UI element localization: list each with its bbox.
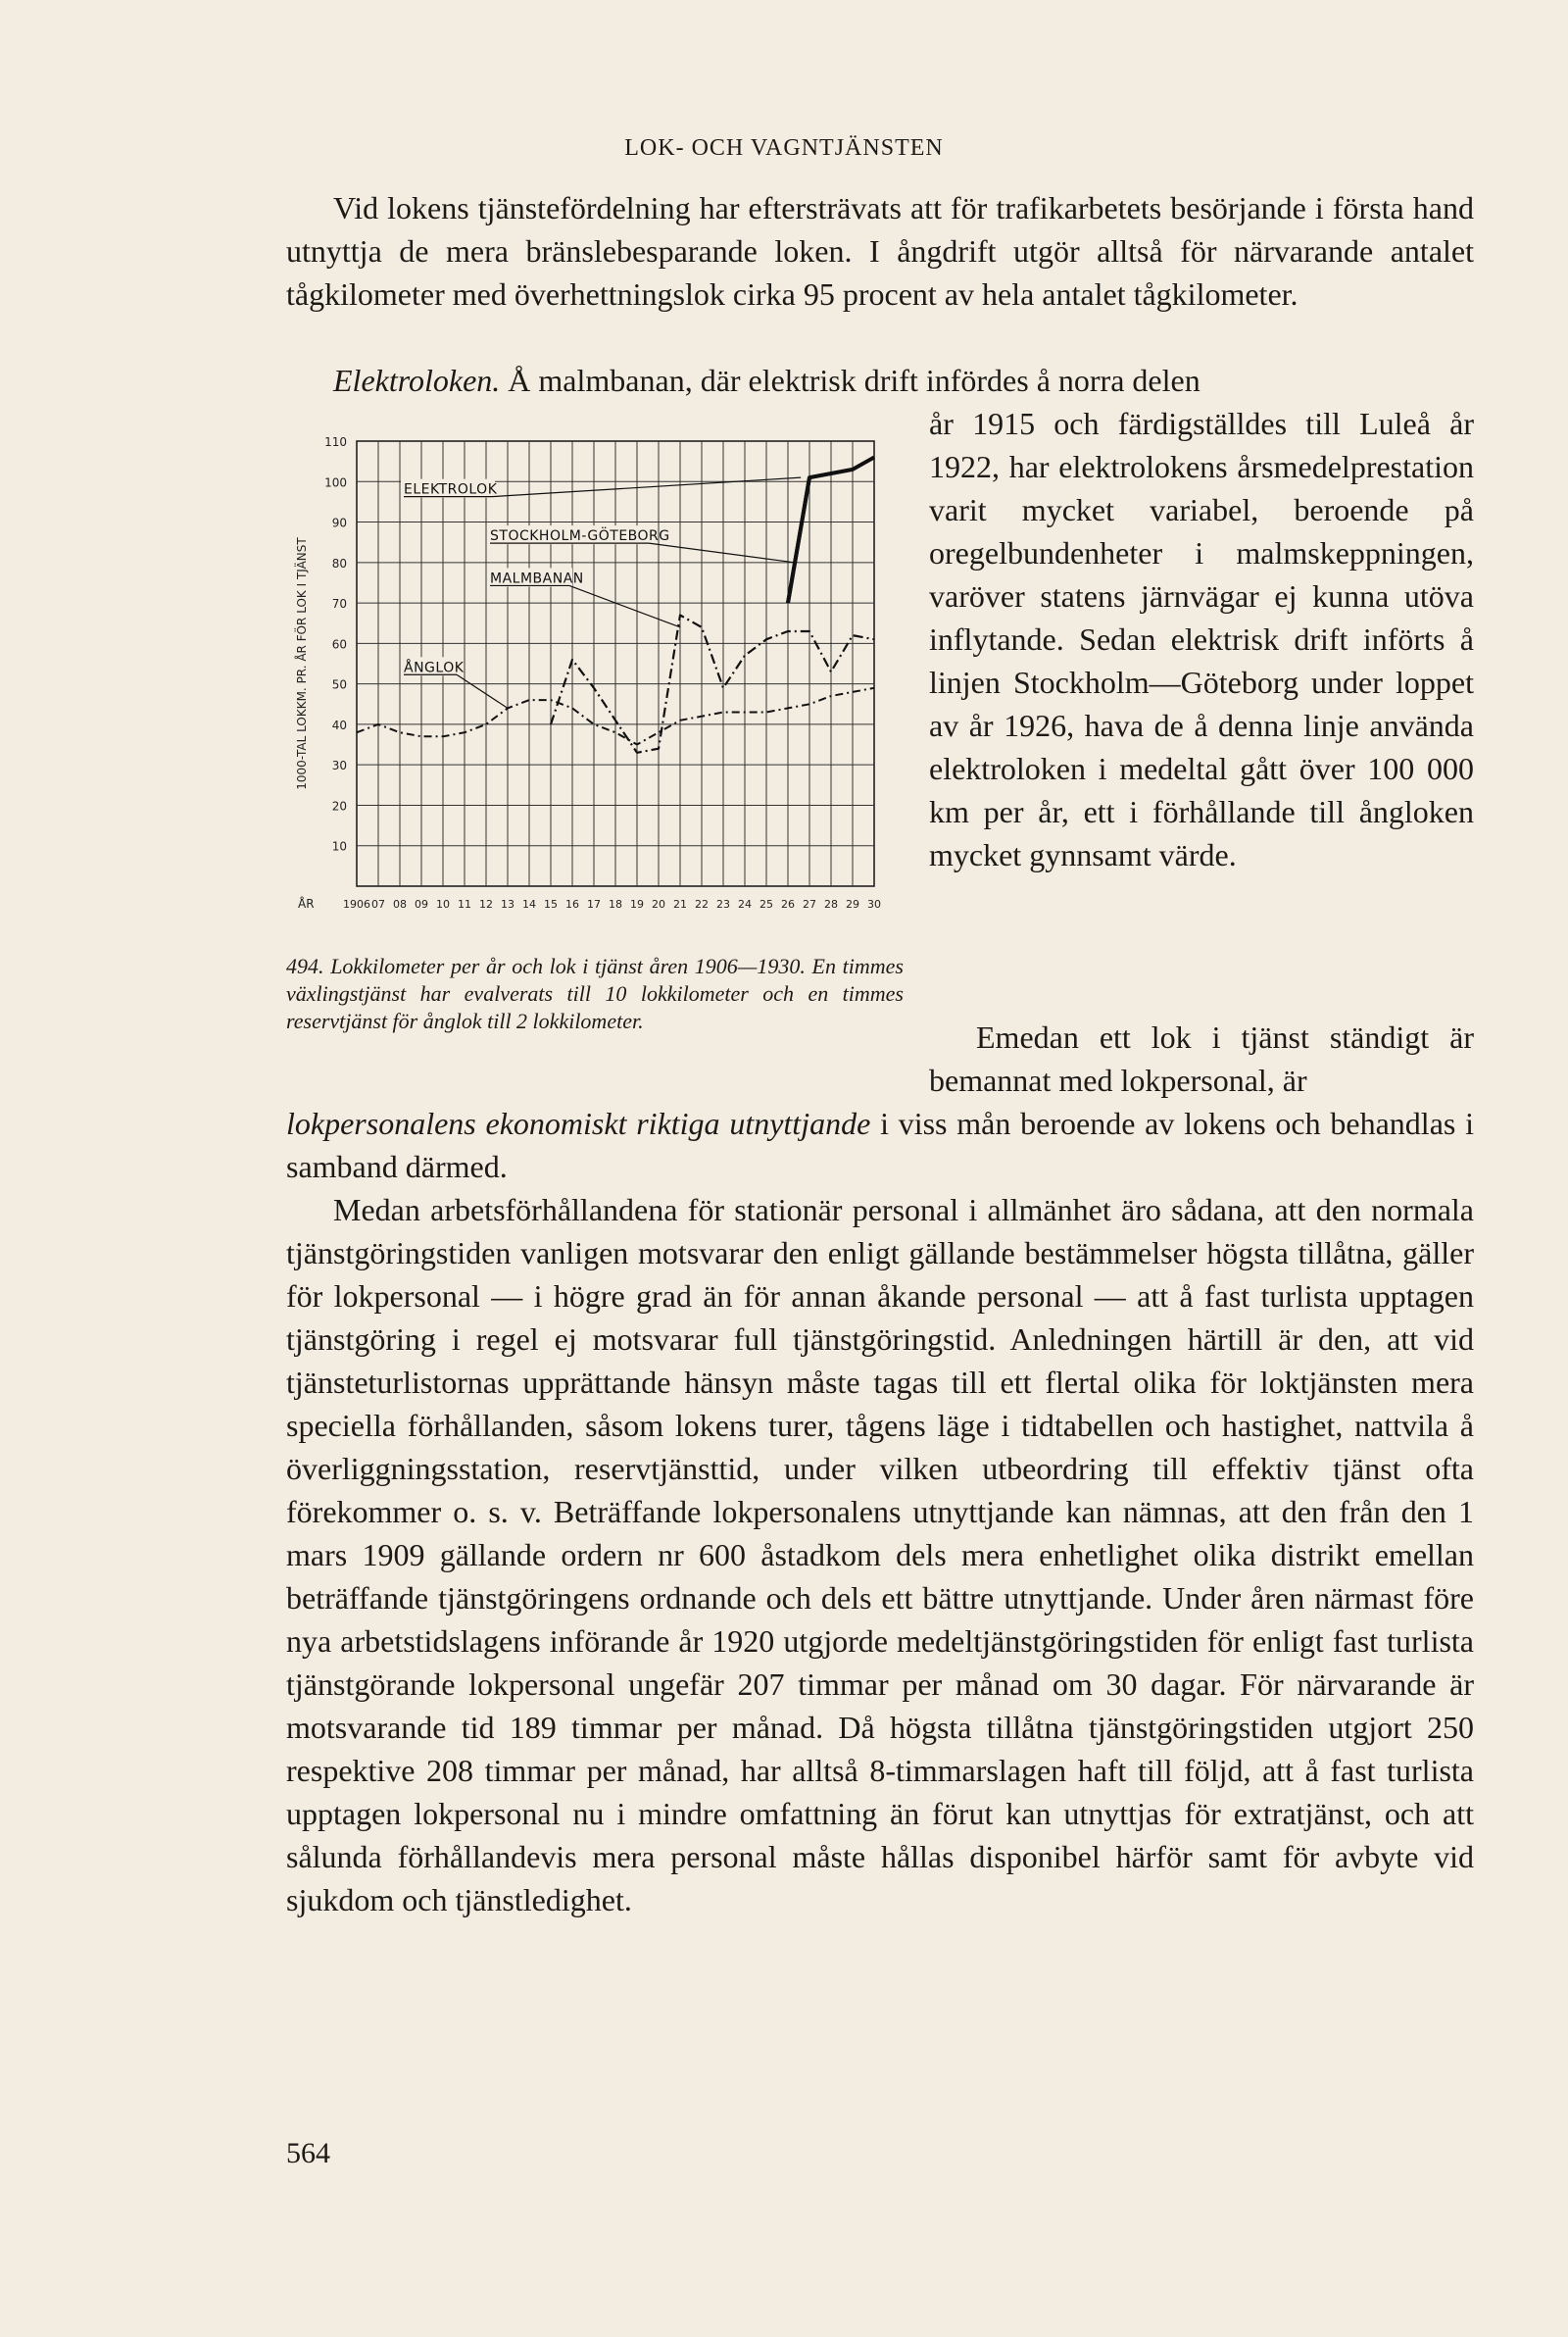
- caption-number: 494.: [286, 954, 324, 978]
- y-tick-label: 20: [331, 799, 347, 814]
- x-tick-label: 20: [652, 898, 665, 911]
- y-tick-label: 70: [331, 597, 347, 612]
- x-tick-label: 28: [824, 898, 838, 911]
- caption-text: Lokkilometer per år och lok i tjänst åren 1906—1930. En timmes växlingstjänst har evalverats till 10 lokkilometer och en timmes reservtjänst för ånglok till 2 lokkilometer.: [286, 954, 904, 1033]
- x-tick-label: 15: [544, 898, 558, 911]
- x-tick-label: 23: [716, 898, 730, 911]
- label-malmbanan: MALMBANAN: [490, 571, 584, 587]
- x-tick-label: 13: [501, 898, 514, 911]
- label-elektrolok: ELEKTROLOK: [404, 481, 498, 498]
- y-tick-label: 80: [331, 556, 347, 571]
- x-tick-label: 18: [609, 898, 622, 911]
- y-tick-label: 30: [331, 759, 347, 773]
- chart-figure: [286, 423, 904, 923]
- paragraph-2-start: [286, 359, 1474, 402]
- label-stockholm-goteborg: STOCKHOLM-GÖTEBORG: [490, 528, 670, 545]
- paragraph-3-rest-text: i viss mån beroende av lokens och behandlas i samband därmed.: [286, 1106, 1475, 1184]
- y-tick-label: 100: [324, 475, 347, 490]
- x-tick-label: 26: [781, 898, 795, 911]
- label-anglok: ÅNGLOK: [404, 660, 465, 676]
- label-stockholm-goteborg-leader: [649, 543, 795, 563]
- x-tick-label: 07: [371, 898, 385, 911]
- paragraph-2-start-text: Å malmbanan, där elektrisk drift infördes å norra delen: [508, 363, 1200, 398]
- y-tick-label: 60: [331, 637, 347, 652]
- section-heading-elektroloken: Elektroloken.: [333, 363, 501, 398]
- label-malmbanan-leader: [569, 585, 680, 626]
- x-tick-label: 16: [565, 898, 579, 911]
- x-tick-label: 22: [695, 898, 709, 911]
- x-tick-label: 14: [522, 898, 536, 911]
- y-tick-label: 110: [324, 435, 347, 449]
- x-tick-label: 24: [738, 898, 752, 911]
- x-tick-label: 21: [673, 898, 687, 911]
- y-tick-label: 90: [331, 516, 347, 530]
- x-tick-label: 29: [846, 898, 859, 911]
- x-tick-label: 27: [803, 898, 816, 911]
- y-axis-label: 1000-TAL LOKKM. PR. ÅR FÖR LOK I TJÄNST: [295, 537, 309, 790]
- paragraph-3-rest: [286, 1102, 1474, 1188]
- y-tick-label: 40: [331, 718, 347, 732]
- x-tick-label: 19: [630, 898, 644, 911]
- x-tick-label: 12: [479, 898, 493, 911]
- series-line-stockholm-göteborg: [788, 477, 809, 603]
- paragraph-2-wrap: år 1915 och färdigställdes till Luleå år 1922, har elektrolokens årsmedelprestation varit mycket variabel, beroende på oregelbundenheter i malmskeppningen, varöver statens järnvägar ej kunna utöva inflytande. Sedan elektrisk drift införts å linjen Stockholm—Göteborg under loppet av år 1926, hava de å denna linje använda elektroloken i medeltal gått över 100 000 km per år, ett i förhållande till ångloken mycket gynnsamt värde.: [929, 406, 1474, 872]
- x-tick-label: 10: [436, 898, 450, 911]
- x-tick-label: 1906: [343, 898, 370, 911]
- running-head: LOK- OCH VAGNTJÄNSTEN: [624, 135, 944, 161]
- x-tick-label: 11: [458, 898, 471, 911]
- x-tick-label: 09: [415, 898, 428, 911]
- paragraph-4: Medan arbetsförhållandena för stationär personal i allmänhet äro sådana, att den normala tjänstgöringstiden vanligen motsvarar den enligt gällande bestämmelser högsta tillåtna, gäller för lokpersonal — i högre grad än för annan åkande personal — att å fast turlista upptagen tjänstgöring i regel ej motsvarar full tjänstgöringstid. Anledningen härtill är den, att vid tjänsteturlistornas upprättande hänsyn måste tagas till ett flertal olika för loktjänsten mera speciella förhållanden, såsom lokens turer, tågens läge i tidtabellen och hastighet, nattvila å överliggningsstation, reservtjänsttid, under vilken utbeordring till effektiv tjänst ofta förekommer o. s. v. Beträffande lokpersonalens utnyttjande kan nämnas, att den från den 1 mars 1909 gällande ordern nr 600 åstadkom dels mera enhetlighet olika distrikt emellan beträffande tjänstgöringens ordnande och dels ett bättre utnyttjande. Under åren närmast före nya arbetstidslagens införande år 1920 utgjorde medeltjänstgöringstiden för enligt fast turlista tjänstgörande lokpersonal ungefär 207 timmar per månad om 30 dagar. För närvarande är motsvarande tid 189 timmar per månad. Då högsta tillåtna tjänstgöringstiden utgjort 250 respektive 208 timmar per månad, har alltså 8-timmarslagen haft till följd, att å fast turlista upptagen lokpersonal nu i mindre omfattning än förut kan utnyttjas för extratjänst, och att sålunda förhållandevis mera personal måste hållas disponibel härför samt för avbyte vid sjukdom och tjänstledighet.: [286, 1192, 1474, 1917]
- paragraph-3-wrap: Emedan ett lok i tjänst ständigt är bemannat med lokpersonal, är: [929, 1019, 1474, 1098]
- page-number: 564: [286, 2137, 330, 2169]
- line-chart: [286, 423, 904, 923]
- x-axis-label: ÅR: [298, 897, 315, 911]
- y-tick-label: 50: [331, 677, 347, 692]
- x-tick-label: 08: [393, 898, 407, 911]
- label-elektrolok-leader: [492, 477, 801, 497]
- x-tick-label: 25: [760, 898, 773, 911]
- y-tick-label: 10: [331, 839, 347, 854]
- x-tick-label: 30: [867, 898, 881, 911]
- paragraph-1: Vid lokens tjänstefördelning har eftersträvats att för trafikarbetets besörjande i första hand utnyttja de mera bränslebesparande loken. I ångdrift utgör alltså för närvarande antalet tågkilometer med överhettningslok cirka 95 procent av hela antalet tågkilometer.: [286, 190, 1474, 312]
- x-tick-label: 17: [587, 898, 601, 911]
- section-heading-lokpersonal: lokpersonalens ekonomiskt riktiga utnyttjande: [286, 1106, 871, 1141]
- figure-caption: [286, 953, 904, 1035]
